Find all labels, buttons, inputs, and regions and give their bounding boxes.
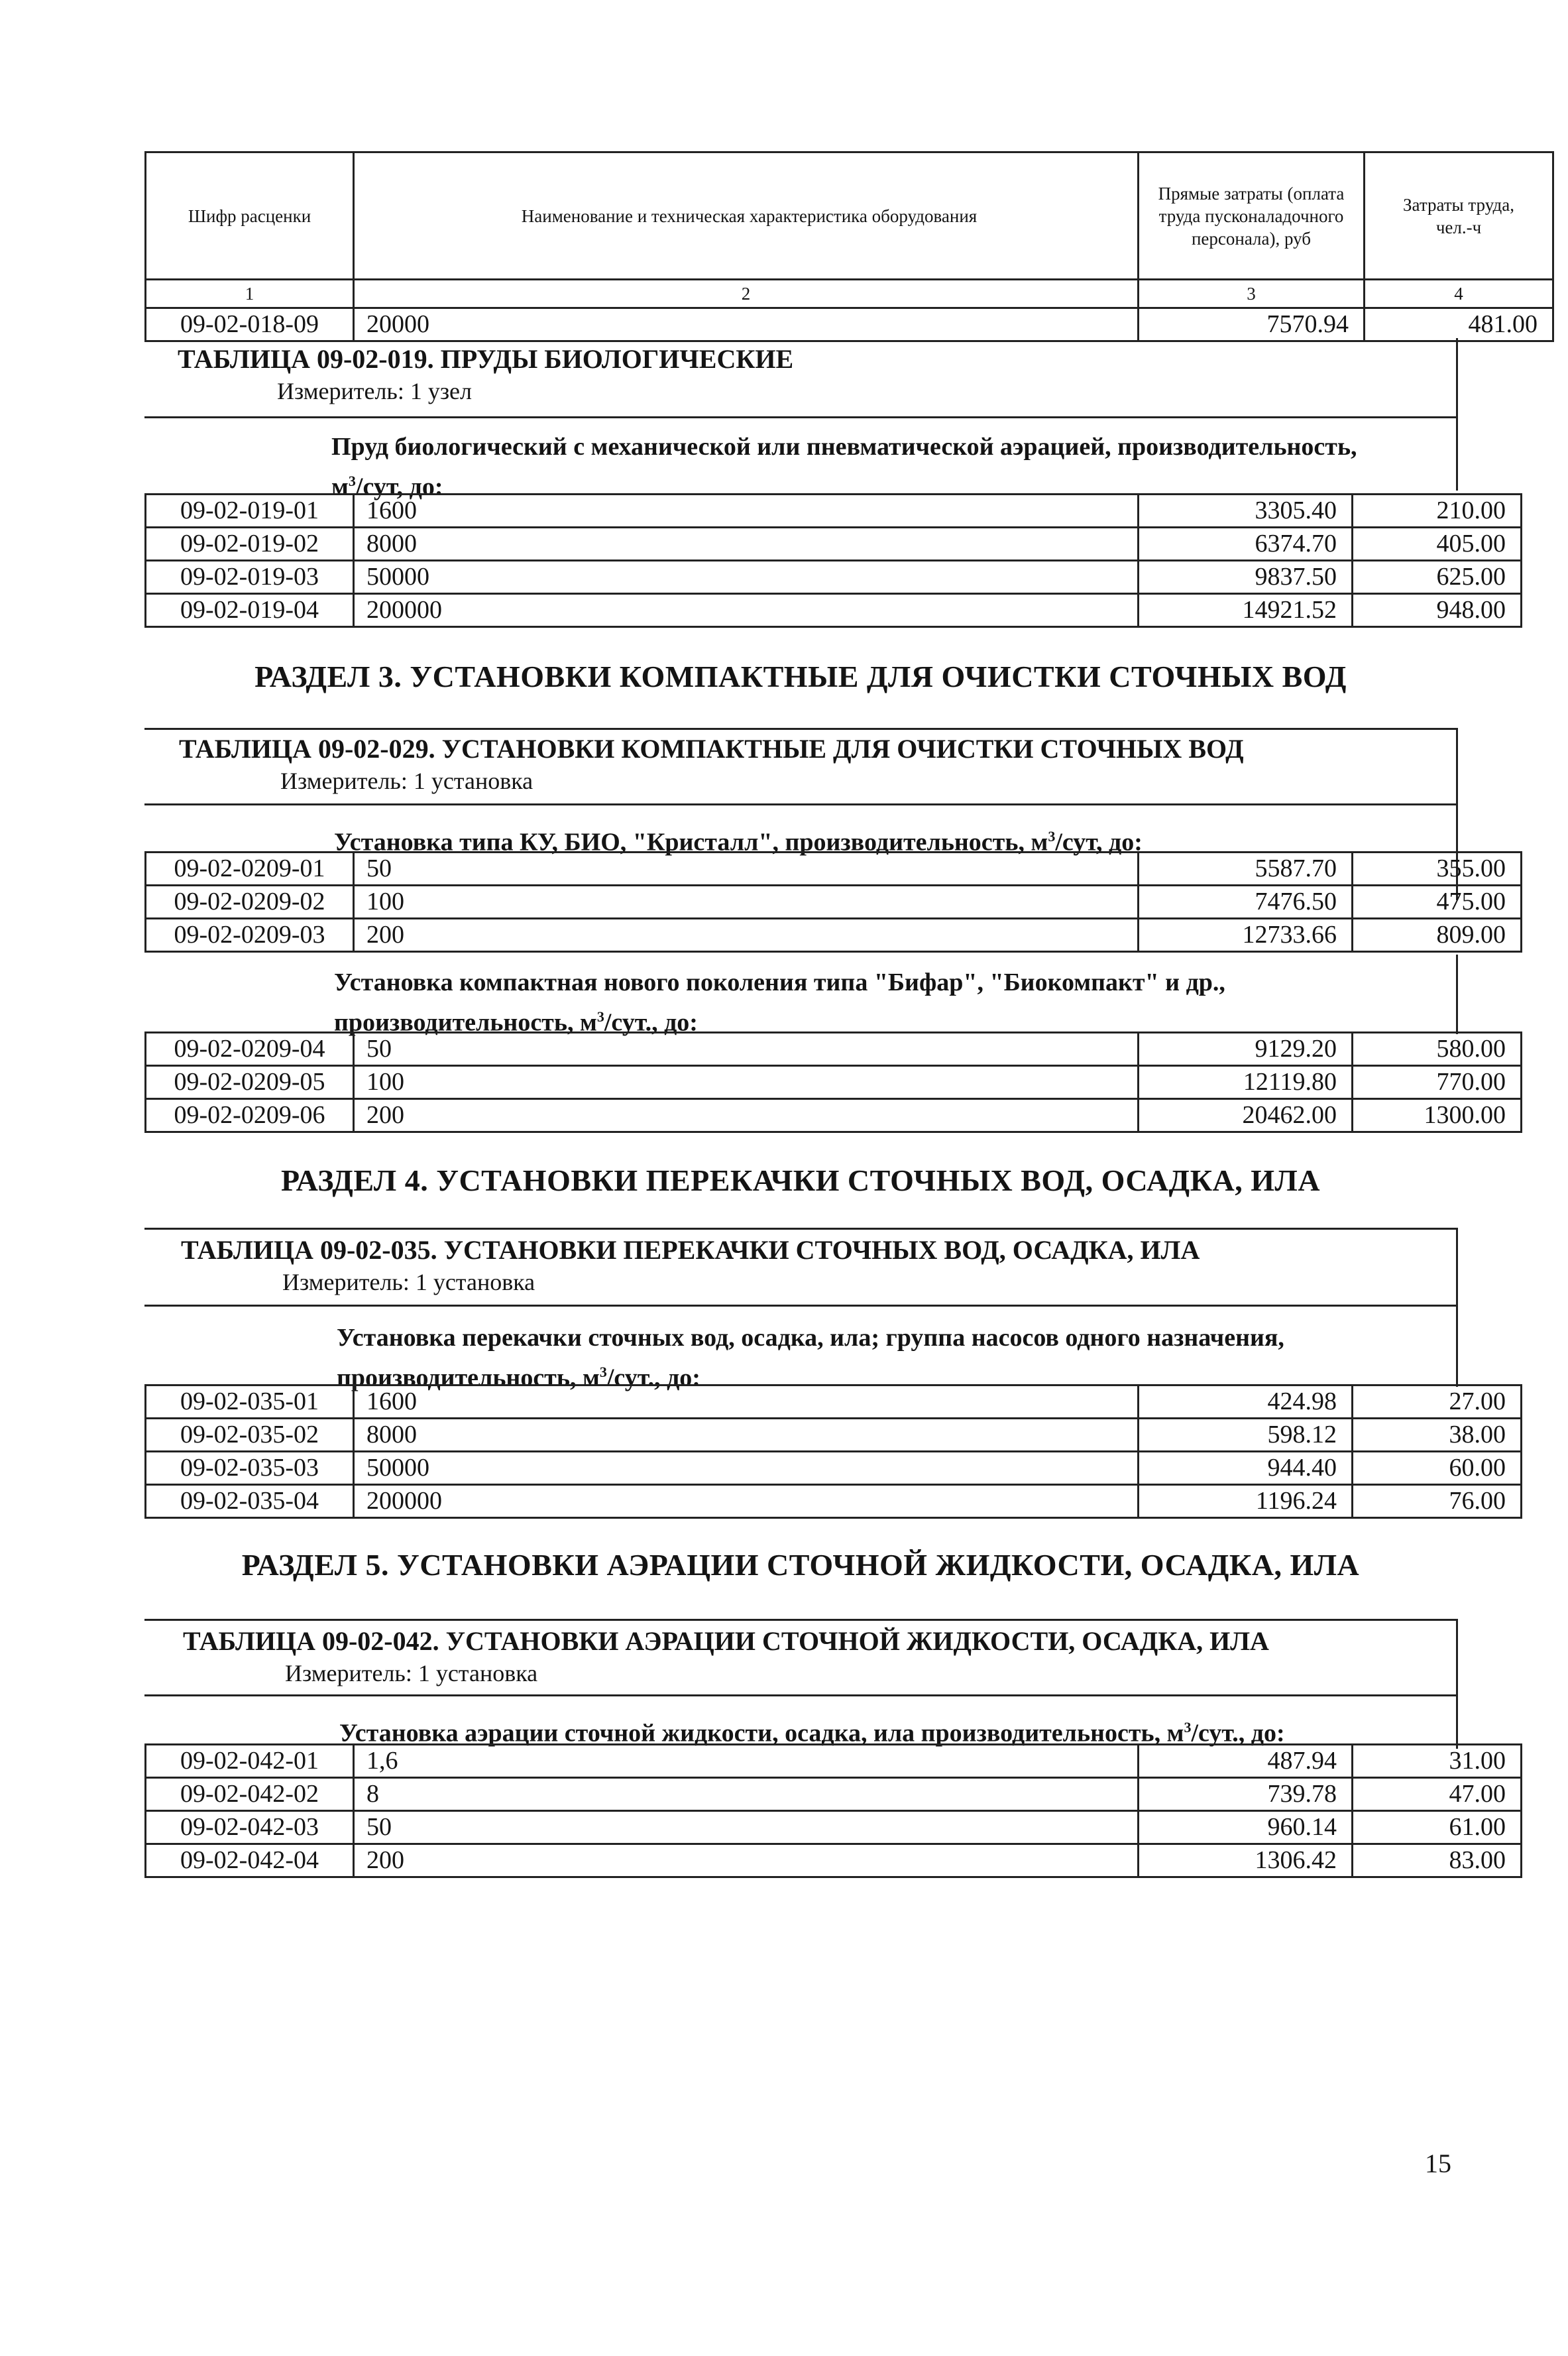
table-row: 09-02-042-03 50 960.14 61.00 xyxy=(146,1811,1522,1844)
header-code: Шифр расценки xyxy=(146,152,354,280)
header-labor: Затраты труда, чел.-ч xyxy=(1365,152,1553,280)
header-num-1: 1 xyxy=(146,280,354,308)
table-row: 09-02-0209-01 50 5587.70 355.00 xyxy=(146,853,1522,886)
table-row: 09-02-019-04 200000 14921.52 948.00 xyxy=(146,594,1522,627)
table-019-caption: Пруд биологический с механической или пневматической аэрацией, производительность, $м^3$/сут, до: xyxy=(331,433,1357,501)
table-row: 09-02-019-03 50000 9837.50 625.00 xyxy=(146,561,1522,594)
table-019 xyxy=(144,493,1522,628)
table-035-title: ТАБЛИЦА 09-02-035. УСТАНОВКИ ПЕРЕКАЧКИ СТОЧНЫХ ВОД, ОСАДКА, ИЛА xyxy=(181,1235,1200,1265)
section-5-title: РАЗДЕЛ 5. УСТАНОВКИ АЭРАЦИИ СТОЧНОЙ ЖИДКОСТИ, ОСАДКА, ИЛА xyxy=(241,1548,1360,1582)
section-4-title: РАЗДЕЛ 4. УСТАНОВКИ ПЕРЕКАЧКИ СТОЧНЫХ ВОД, ОСАДКА, ИЛА xyxy=(280,1163,1321,1197)
table-row: 09-02-035-02 8000 598.12 38.00 xyxy=(146,1419,1522,1452)
table-035 xyxy=(144,1384,1522,1519)
header-num-2: 2 xyxy=(354,280,1139,308)
table-035-heading xyxy=(144,1234,1457,1296)
row-name: 20000 xyxy=(354,308,1139,341)
section-3-title: РАЗДЕЛ 3. УСТАНОВКИ КОМПАКТНЫЕ ДЛЯ ОЧИСТКИ СТОЧНЫХ ВОД xyxy=(254,660,1347,693)
table-row: 09-02-0209-04 50 9129.20 580.00 xyxy=(146,1033,1522,1066)
table-042-caption: Установка аэрации сточной жидкости, осадка, ила производительность, $м^3$/сут., до: xyxy=(339,1719,1285,1747)
table-row: 09-02-042-02 8 739.78 47.00 xyxy=(146,1778,1522,1811)
row-code: 09-02-018-09 xyxy=(146,308,354,341)
table-row: 09-02-035-01 1600 424.98 27.00 xyxy=(146,1385,1522,1419)
table-row: 09-02-042-01 1,6 487.94 31.00 xyxy=(146,1745,1522,1778)
table-row: 09-02-0209-06 200 20462.00 1300.00 xyxy=(146,1099,1522,1132)
table-042 xyxy=(144,1743,1522,1878)
table-row: 09-02-035-04 200000 1196.24 76.00 xyxy=(146,1485,1522,1518)
table-row: 09-02-019-01 1600 3305.40 210.00 xyxy=(146,495,1522,528)
table-029-heading xyxy=(144,733,1457,795)
header-name: Наименование и техническая характеристика оборудования xyxy=(354,152,1139,280)
row-cost: 7570.94 xyxy=(1139,308,1365,341)
page-number: 15 xyxy=(1425,2149,1451,2178)
table-042-title: ТАБЛИЦА 09-02-042. УСТАНОВКИ АЭРАЦИИ СТОЧНОЙ ЖИДКОСТИ, ОСАДКА, ИЛА xyxy=(183,1626,1269,1656)
table-042-unit: Измеритель: 1 установка xyxy=(285,1660,538,1686)
table-029-unit: Измеритель: 1 установка xyxy=(280,768,533,794)
header-direct-costs: Прямые затраты (оплата труда пусконаладочного персонала), руб xyxy=(1139,152,1365,280)
table-029-caption-2: Установка компактная нового поколения типа "Бифар", "Биокомпакт" и др., производительность, $м^3$/сут., до: xyxy=(334,969,1225,1037)
table-019-unit: Измеритель: 1 узел xyxy=(277,378,472,404)
table-035-caption: Установка перекачки сточных вод, осадка, ила; группа насосов одного назначения, производительность, $м^3$/сут., до: xyxy=(337,1324,1284,1392)
table-row: 09-02-0209-02 100 7476.50 475.00 xyxy=(146,886,1522,919)
table-042-heading xyxy=(144,1625,1457,1687)
table-row: 09-02-035-03 50000 944.40 60.00 xyxy=(146,1452,1522,1485)
table-019-heading xyxy=(144,343,1457,405)
table-029-caption-1: Установка типа КУ, БИО, "Кристалл", производительность, $м^3$/сут, до: xyxy=(334,828,1143,856)
table-029-title: ТАБЛИЦА 09-02-029. УСТАНОВКИ КОМПАКТНЫЕ ДЛЯ ОЧИСТКИ СТОЧНЫХ ВОД xyxy=(179,734,1244,764)
table-row: 09-02-019-02 8000 6374.70 405.00 xyxy=(146,528,1522,561)
column-header-table xyxy=(144,151,1554,342)
table-029-group-2 xyxy=(144,1031,1522,1133)
table-row: 09-02-0209-03 200 12733.66 809.00 xyxy=(146,919,1522,952)
table-row: 09-02-042-04 200 1306.42 83.00 xyxy=(146,1844,1522,1877)
header-num-4: 4 xyxy=(1365,280,1553,308)
row-labor: 481.00 xyxy=(1365,308,1553,341)
table-029-group-1 xyxy=(144,851,1522,953)
table-019-title: ТАБЛИЦА 09-02-019. ПРУДЫ БИОЛОГИЧЕСКИЕ xyxy=(178,344,794,374)
table-035-unit: Измеритель: 1 установка xyxy=(282,1269,535,1295)
header-num-3: 3 xyxy=(1139,280,1365,308)
table-row: 09-02-0209-05 100 12119.80 770.00 xyxy=(146,1066,1522,1099)
